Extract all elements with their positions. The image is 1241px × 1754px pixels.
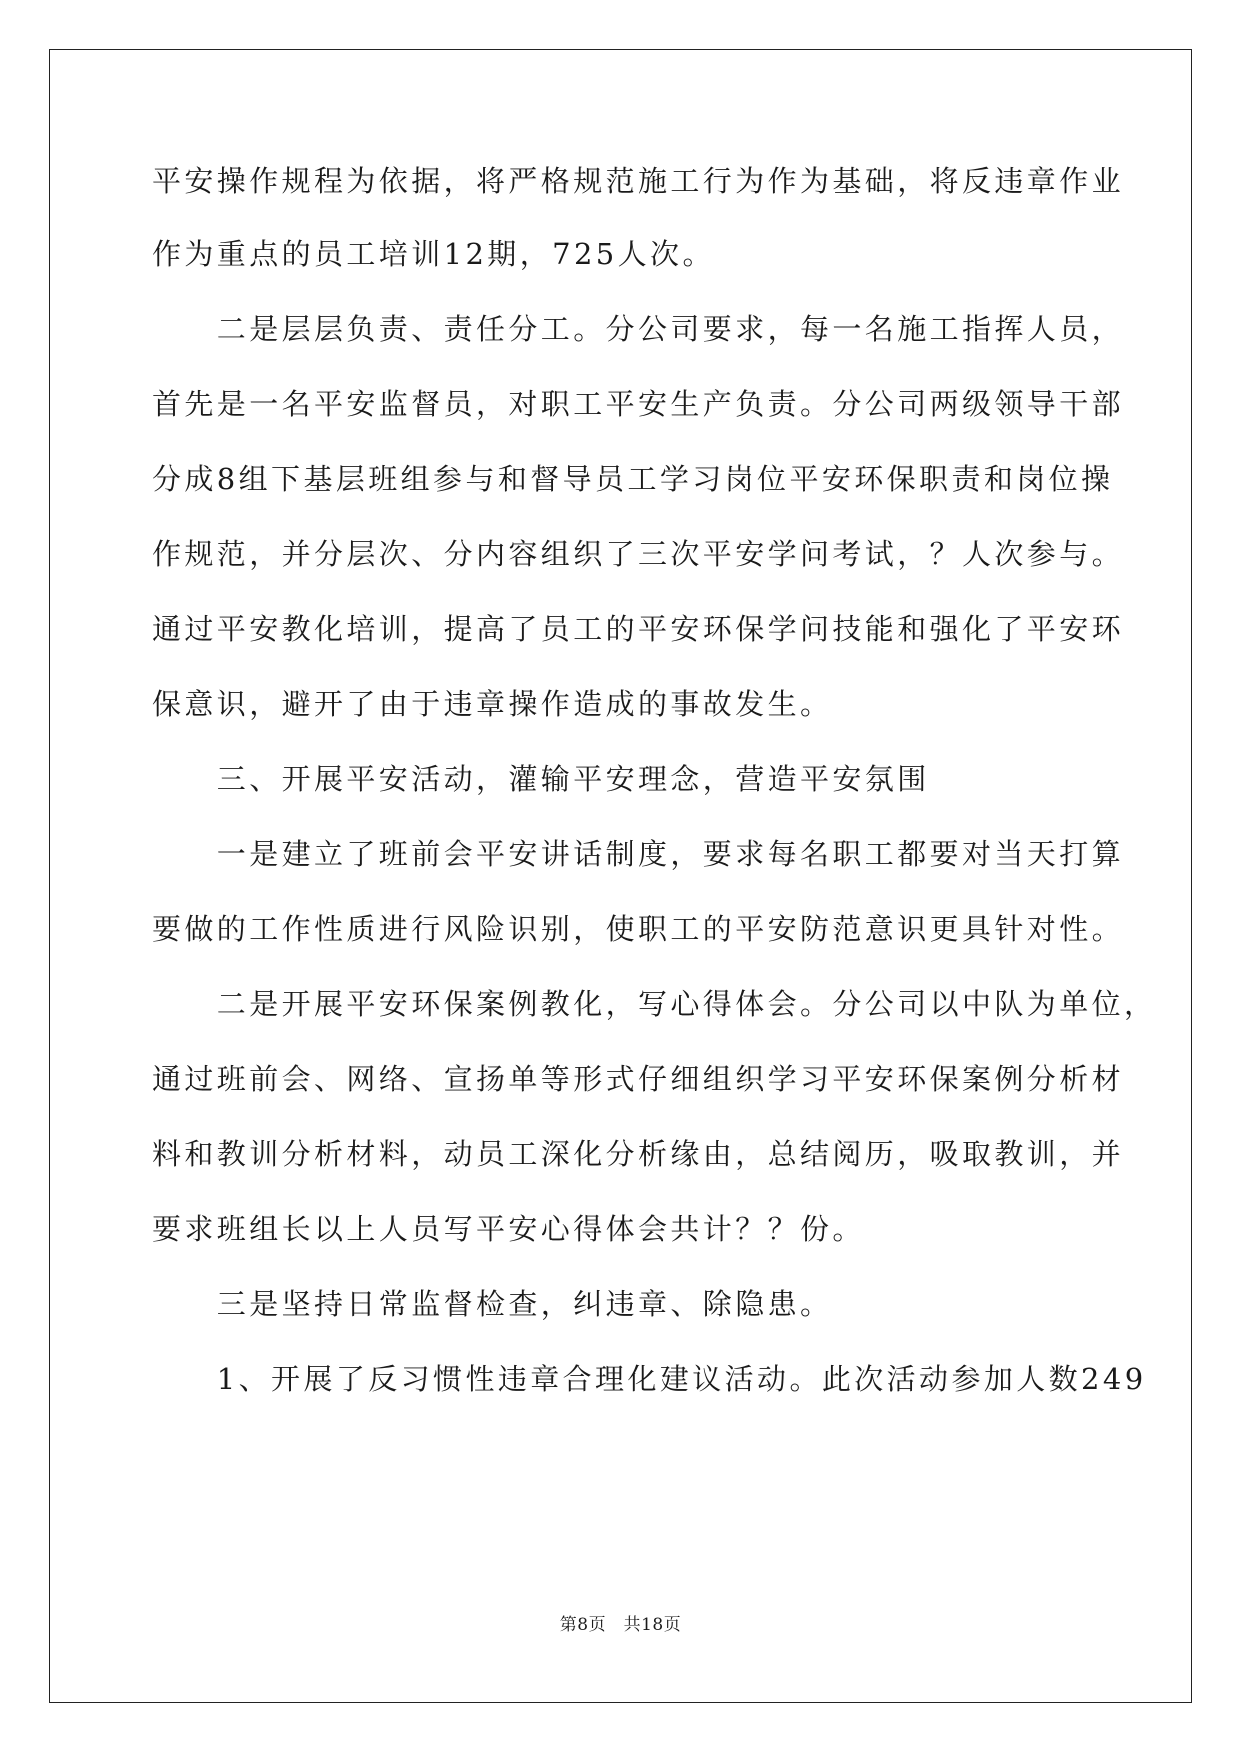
text-line: 分成8组下基层班组参与和督导员工学习岗位平安环保职责和岗位操: [152, 462, 1114, 496]
section-heading: 三、开展平安活动，灌输平安理念，营造平安氛围: [152, 762, 930, 796]
text-line: 要做的工作性质进行风险识别，使职工的平安防范意识更具针对性。: [152, 912, 1125, 946]
text-line: 一是建立了班前会平安讲话制度，要求每名职工都要对当天打算: [152, 837, 1125, 871]
text-line: 要求班组长以上人员写平安心得体会共计？？份。: [152, 1212, 865, 1246]
text-line: 作规范，并分层次、分内容组织了三次平安学问考试，？人次参与。: [152, 537, 1125, 571]
text-line: 料和教训分析材料，动员工深化分析缘由，总结阅历，吸取教训，并: [152, 1137, 1125, 1171]
page-border: [49, 49, 1192, 1703]
text-line: 二是开展平安环保案例教化，写心得体会。分公司以中队为单位，: [152, 987, 1157, 1021]
text-line: 通过平安教化培训，提高了员工的平安环保学问技能和强化了平安环: [152, 612, 1125, 646]
text-line: 三是坚持日常监督检查，纠违章、除隐患。: [152, 1287, 833, 1321]
text-line: 作为重点的员工培训12期，725人次。: [152, 237, 715, 271]
text-line: 平安操作规程为依据，将严格规范施工行为作为基础，将反违章作业: [152, 164, 1125, 198]
text-line: 通过班前会、网络、宣扬单等形式仔细组织学习平安环保案例分析材: [152, 1062, 1125, 1096]
text-line: 首先是一名平安监督员，对职工平安生产负责。分公司两级领导干部: [152, 387, 1125, 421]
text-line: 1、开展了反习惯性违章合理化建议活动。此次活动参加人数249: [152, 1362, 1147, 1396]
page-number-footer: 第8页 共18页: [559, 1615, 682, 1635]
text-line: 二是层层负责、责任分工。分公司要求，每一名施工指挥人员，: [152, 312, 1125, 346]
text-line: 保意识，避开了由于违章操作造成的事故发生。: [152, 687, 833, 721]
